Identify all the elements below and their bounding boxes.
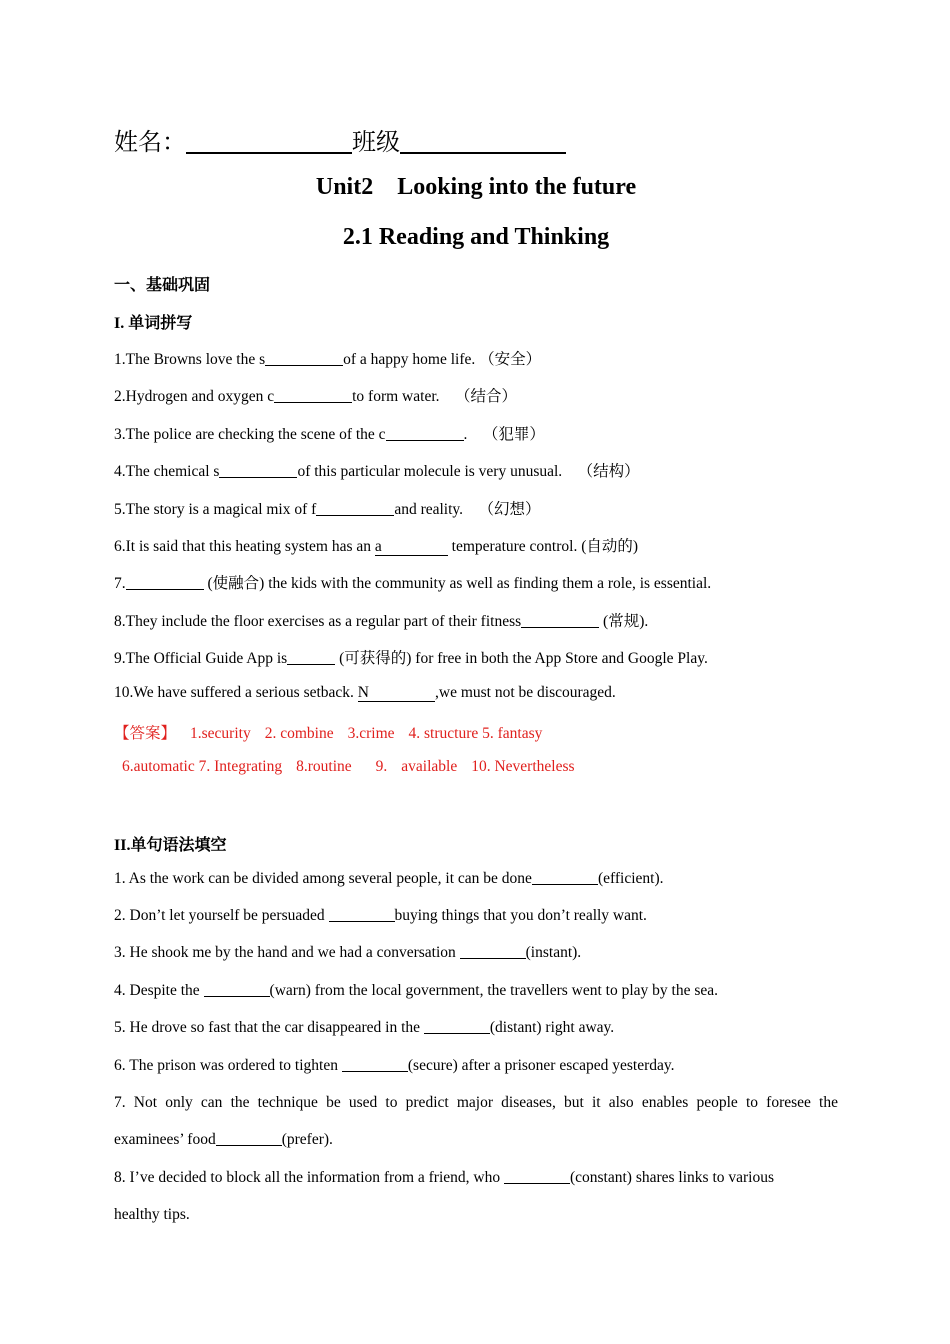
- vocab-item-3: 3.The police are checking the scene of the c . （犯罪）: [114, 426, 545, 443]
- vocab-item-9: 9.The Official Guide App is (可获得的) for free in both the App Store and Google Play.: [114, 650, 708, 667]
- answer-blank[interactable]: [216, 1131, 282, 1146]
- grammar-item-2: 2. Don’t let yourself be persuaded buying things that you don’t really want.: [114, 907, 647, 924]
- answer-blank[interactable]: [287, 650, 335, 665]
- part1-heading: 一、基础巩固: [114, 277, 211, 294]
- unit-title: Unit2 Looking into the future: [315, 174, 637, 200]
- answer-blank[interactable]: a: [375, 538, 448, 556]
- answer-line-1: 【答案】 1.security 2. combine 3.crime 4. structure 5. fantasy: [114, 725, 543, 742]
- name-label: 姓名：: [114, 128, 186, 156]
- name-blank[interactable]: [186, 130, 352, 154]
- grammar-item-7: 7. Not only can the technique be used to predict major diseases, but it also enables people to foresee the: [114, 1094, 838, 1111]
- grammar-item-3: 3. He shook me by the hand and we had a conversation (instant).: [114, 944, 582, 961]
- answer-blank[interactable]: [424, 1019, 490, 1034]
- answer-blank[interactable]: [219, 463, 297, 478]
- vocab-item-8: 8.They include the floor exercises as a regular part of their fitness (常规).: [114, 613, 649, 630]
- answer-label: 【答案】: [114, 725, 177, 742]
- name-class-line: [114, 122, 566, 157]
- vocab-item-5: 5.The story is a magical mix of f and reality. （幻想）: [114, 501, 541, 518]
- answer-blank[interactable]: [265, 351, 343, 366]
- answer-line-2: 6.automatic 7. Integrating 8.routine 9. available 10. Nevertheless: [122, 758, 575, 775]
- vocab-item-4: 4.The chemical s of this particular molecule is very unusual. （结构）: [114, 463, 640, 480]
- vocab-item-2: 2.Hydrogen and oxygen c to form water. （结合）: [114, 388, 518, 405]
- answer-blank[interactable]: [386, 426, 464, 441]
- answer-blank[interactable]: N: [358, 684, 435, 702]
- class-label: 班级: [352, 128, 400, 156]
- answer-blank[interactable]: [126, 575, 204, 590]
- vocab-item-7: 7. (使融合) the kids with the community as well as finding them a role, is essential.: [114, 575, 712, 592]
- answer-blank[interactable]: [316, 501, 394, 516]
- section-title: 2.1 Reading and Thinking: [342, 224, 610, 250]
- answer-blank[interactable]: [460, 944, 526, 959]
- answer-blank[interactable]: [204, 982, 270, 997]
- vocab-item-10: 10.We have suffered a serious setback. N ,we must not be discouraged.: [114, 684, 616, 701]
- answer-blank[interactable]: [521, 613, 599, 628]
- grammar-item-5: 5. He drove so fast that the car disappeared in the (distant) right away.: [114, 1019, 615, 1036]
- answer-blank[interactable]: [274, 388, 352, 403]
- grammar-item-7-cont: examinees’ food (prefer).: [114, 1131, 333, 1148]
- answer-blank[interactable]: [329, 907, 395, 922]
- vocab-item-6: 6.It is said that this heating system has an a temperature control. (自动的): [114, 538, 639, 555]
- answer-blank[interactable]: [342, 1057, 408, 1072]
- class-blank[interactable]: [400, 130, 566, 154]
- part1-subheading: I. 单词拼写: [114, 315, 193, 332]
- grammar-item-8: 8. I’ve decided to block all the information from a friend, who (constant) shares links to various: [114, 1169, 775, 1186]
- grammar-item-6: 6. The prison was ordered to tighten (secure) after a prisoner escaped yesterday.: [114, 1057, 675, 1074]
- vocab-item-1: 1.The Browns love the s of a happy home life. （安全）: [114, 351, 542, 368]
- answer-blank[interactable]: [532, 870, 598, 885]
- grammar-item-4: 4. Despite the (warn) from the local government, the travellers went to play by the sea.: [114, 982, 719, 999]
- answer-blank[interactable]: [504, 1169, 570, 1184]
- grammar-item-8-cont: healthy tips.: [114, 1206, 190, 1223]
- part2-heading: II.单句语法填空: [114, 837, 227, 854]
- grammar-item-1: 1. As the work can be divided among several people, it can be done (efficient).: [114, 870, 664, 887]
